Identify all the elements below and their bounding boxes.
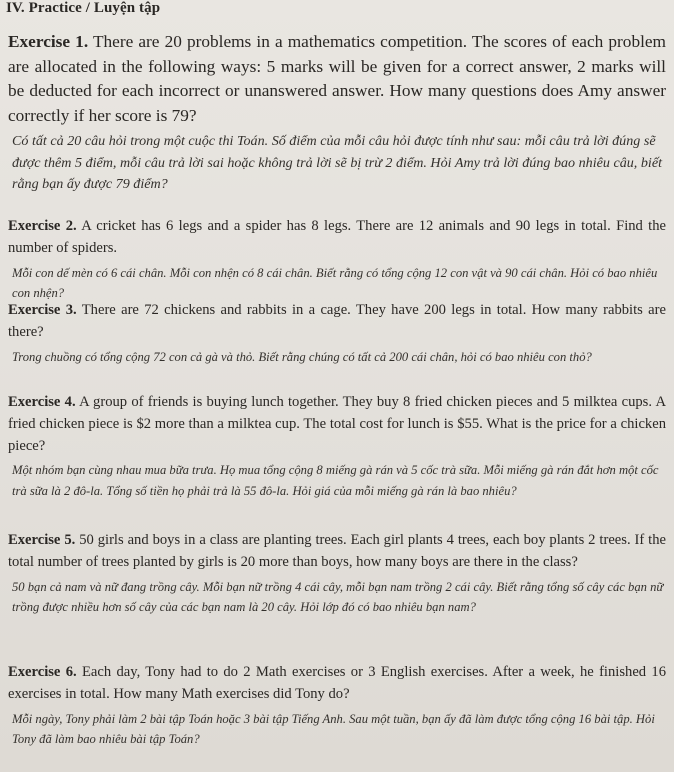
exercise-label: Exercise 4. [8,394,76,410]
exercise-english-text: Exercise 6. Each day, Tony had to do 2 Math exercises or 3 English exercises. After a week, he finished 16 exercises in total. How many Math exercises did Tony do? [8,664,666,702]
exercise-label: Exercise 2. [8,218,77,234]
section-title: IV. Practice / Luyện tập [6,0,161,16]
exercise-vietnamese-text: Trong chuồng có tổng cộng 72 con cả gà và thỏ. Biết rằng chúng có tất cả 200 cái chân, hỏi có bao nhiêu con thỏ? [12,349,592,364]
exercise-1 [8,30,666,196]
exercise-3 [8,300,666,367]
exercise-vietnamese-text: 50 bạn cả nam và nữ đang trồng cây. Mỗi bạn nữ trồng 4 cái cây, mỗi bạn nam trồng 2 cái cây. Biết rằng tổng số cây các bạn nữ trồng được nhiều hơn số cây của các bạn nam là 20 cây. Hỏi lớp đó có bao nhiêu bạn nam? [12,579,664,615]
exercise-vietnamese-text: Một nhóm bạn cùng nhau mua bữa trưa. Họ mua tổng cộng 8 miếng gà rán và 5 cốc trà sữa. Mỗi miếng gà rán đắt hơn một cốc trà sữa là 2 đô-la. Tổng số tiền họ phải trả là 55 đô-la. Hỏi giá của mỗi miếng gà rán là bao nhiêu? [12,463,659,498]
exercise-2 [8,216,666,304]
exercise-label: Exercise 5. [8,532,76,548]
exercise-vietnamese-text: Mỗi con dế mèn có 6 cái chân. Mỗi con nhện có 8 cái chân. Biết rằng có tổng cộng 12 con vật và 90 cái chân. Hỏi có bao nhiêu con nhện? [12,265,658,301]
exercise-english-text: Exercise 5. 50 girls and boys in a class are planting trees. Each girl plants 4 trees, each boy plants 2 trees. If the total number of trees planted by girls is 20 more than boys, how many boys are there in the class? [8,532,666,570]
exercise-english-text: Exercise 1. There are 20 problems in a mathematics competition. The scores of each problem are allocated in the following ways: 5 marks will be given for a correct answer, 2 marks will be deducted for each incorrect or unanswered answer. How many questions does Amy answer correctly if her score is 79? [8,32,666,125]
exercise-english-text: Exercise 3. There are 72 chickens and rabbits in a cage. They have 200 legs in total. How many rabbits are there? [8,302,666,340]
exercise-vietnamese-text: Có tất cả 20 câu hỏi trong một cuộc thi Toán. Số điểm của mỗi câu hỏi được tính như sau: mỗi câu trả lời đúng sẽ được thêm 5 điểm, mỗi câu trả lời sai hoặc không trả lời sẽ bị trừ 2 điểm. Hỏi Amy trả lời đúng bao nhiêu câu, biết rằng bạn ấy được 79 điểm? [12,133,662,192]
exercise-english-text: Exercise 2. A cricket has 6 legs and a spider has 8 legs. There are 12 animals and 90 legs in total. Find the number of spiders. [8,218,666,256]
exercise-label: Exercise 6. [8,664,77,680]
exercise-label: Exercise 1. [8,32,89,51]
exercise-4 [8,392,666,501]
exercise-6 [8,662,666,750]
exercise-5 [8,530,666,618]
exercise-label: Exercise 3. [8,302,77,318]
exercise-english-text: Exercise 4. A group of friends is buying lunch together. They buy 8 fried chicken pieces and 5 milktea cups. A fried chicken piece is $2 more than a milktea cup. The total cost for lunch is $55. What is the price for a chicken piece? [8,394,666,454]
exercise-vietnamese-text: Mỗi ngày, Tony phải làm 2 bài tập Toán hoặc 3 bài tập Tiếng Anh. Sau một tuần, bạn ấy đã làm được tổng cộng 16 bài tập. Hỏi Tony đã làm bao nhiêu bài tập Toán? [12,711,655,747]
